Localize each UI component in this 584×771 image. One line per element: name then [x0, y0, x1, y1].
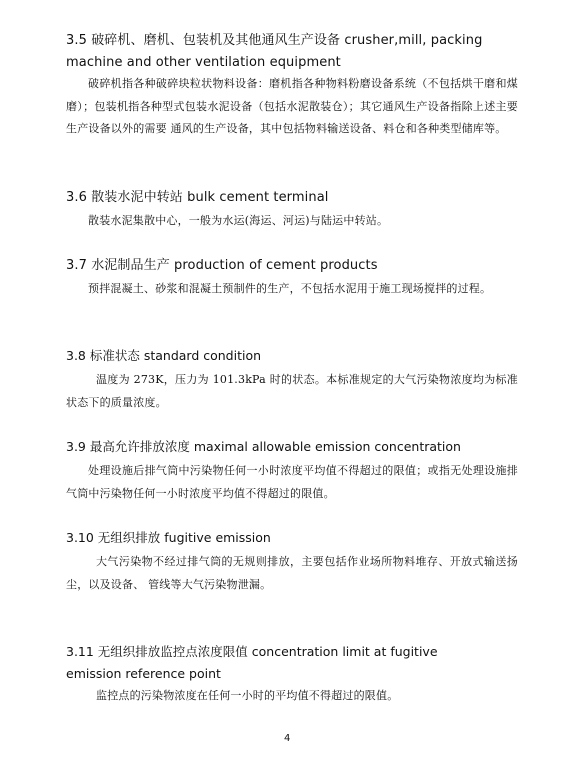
section-3-8-body: 温度为 273K，压力为 101.3kPa 时的状态。本标准规定的大气污染物浓度均为标准状态下的质量浓度。 — [66, 373, 518, 409]
section-3-6-title: 3.6 散装水泥中转站 bulk cement terminal — [66, 190, 329, 205]
page-number: 4 — [284, 733, 291, 744]
section-3-7-title: 3.7 水泥制品生产 production of cement products — [66, 258, 378, 273]
section-3-5-title: 3.5 破碎机、磨机、包装机及其他通风生产设备 crusher,mill, packing machine and other ventilation equipment — [66, 33, 483, 70]
section-3-8-title: 3.8 标准状态 standard condition — [66, 348, 262, 363]
section-3-10-body: 大气污染物不经过排气筒的无规则排放，主要包括作业场所物料堆存、开放式输送扬尘，以及设备、 管线等大气污染物泄漏。 — [66, 555, 518, 591]
section-3-11-title: 3.11 无组织排放监控点浓度限值 concentration limit at fugitive emission reference point — [66, 644, 438, 681]
section-3-10-title: 3.10 无组织排放 fugitive emission — [66, 530, 271, 545]
section-3-9-title: 3.9 最高允许排放浓度 maximal allowable emission concentration — [66, 439, 461, 454]
section-3-9-body: 处理设施后排气筒中污染物任何一小时浓度平均值不得超过的限值；或指无处理设施排气筒中污染物任何一小时浓度平均值不得超过的限值。 — [66, 464, 518, 500]
section-3-5-body: 破碎机指各种破碎块粒状物料设备：磨机指各种物料粉磨设备系统（不包括烘干磨和煤磨）；包装机指各种型式包装水泥设备（包括水泥散装仓）；其它通风生产设备指除上述主要生产设备以外的需要 通风的生产设备，其中包括物料输送设备、料仓和各种类型储库等。 — [66, 77, 518, 135]
section-3-7-body: 预拌混凝土、砂浆和混凝土预制件的生产，不包括水泥用于施工现场搅拌的过程。 — [88, 282, 492, 295]
section-3-6-body: 散装水泥集散中心，一般为水运(海运、河运)与陆运中转站。 — [88, 214, 389, 227]
section-3-11-body: 监控点的污染物浓度在任何一小时的平均值不得超过的限值。 — [96, 689, 399, 702]
